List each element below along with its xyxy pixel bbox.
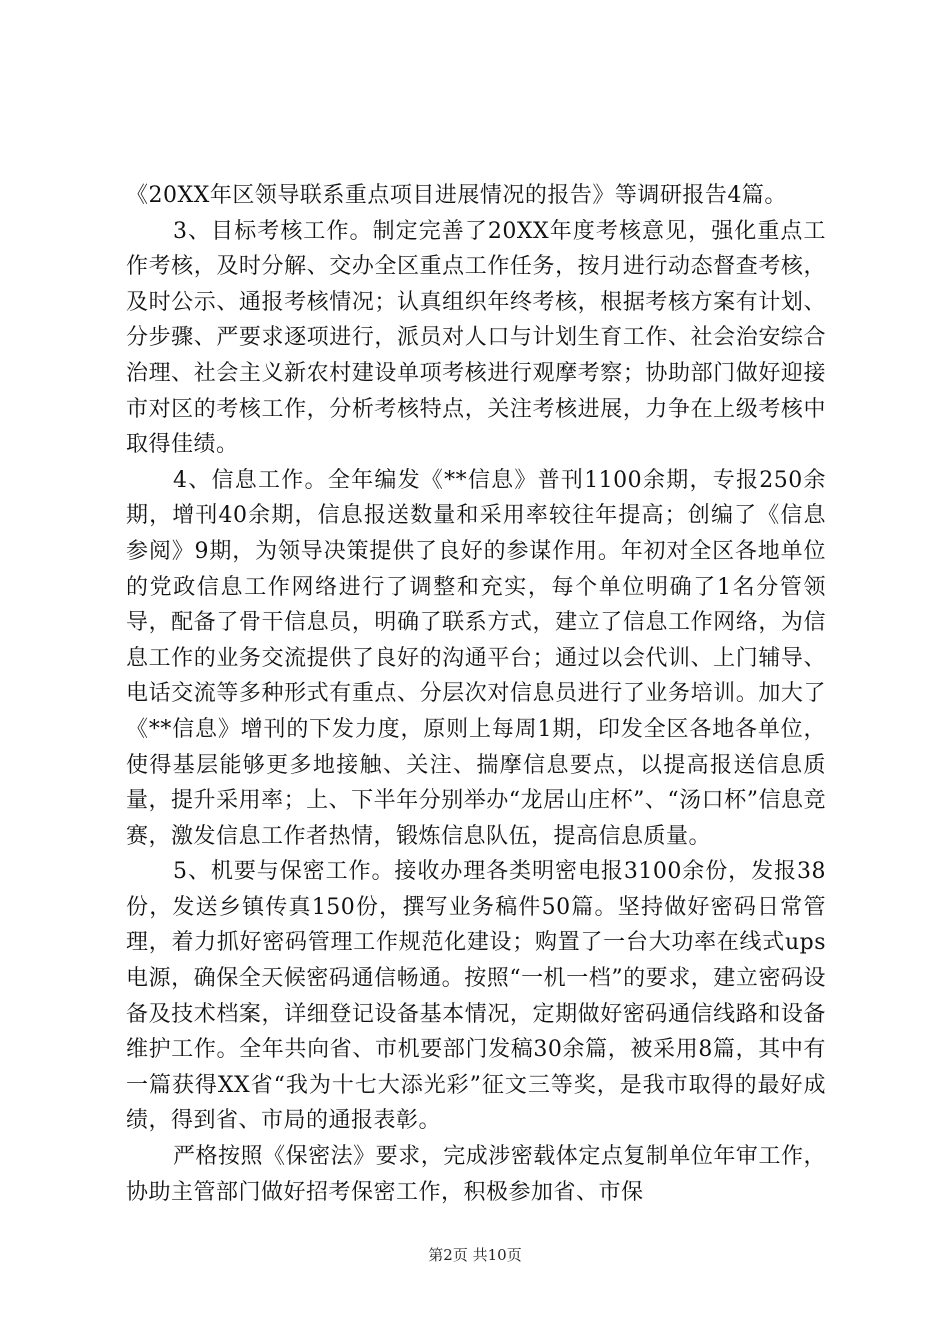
paragraph-information-work: 4、信息工作。全年编发《**信息》普刊1100余期，专报250余期，增刊40余期，信息报送数量和采用率较往年提高；创编了《信息参阅》9期，为领导决策提供了良好的参谋作用。年初对全区各地单位的党政信息工作网络进行了调整和充实，每个单位明确了1名分管领导，配备了骨干信息员，明确了联系方式，建立了信息工作网络，为信息工作的业务交流提供了良好的沟通平台；通过以会代训、上门辅导、电话交流等多种形式有重点、分层次对信息员进行了业务培训。加大了《**信息》增刊的下发力度，原则上每周1期，印发全区各地各单位，使得基层能够更多地接触、关注、揣摩信息要点，以提高报送信息质量，提升采用率；上、下半年分别举办“龙居山庄杯”、“汤口杯”信息竞赛，激发信息工作者热情，锻炼信息队伍，提高信息质量。 — [126, 467, 826, 849]
paragraph-target-assessment: 3、目标考核工作。制定完善了20XX年度考核意见，强化重点工作考核，及时分解、交办全区重点工作任务，按月进行动态督查考核，及时公示、通报考核情况；认真组织年终考核，根据考核方案有计划、分步骤、严要求逐项进行，派员对人口与计划生育工作、社会治安综合治理、社会主义新农村建设单项考核进行观摩考察；协助部门做好迎接市对区的考核工作，分析考核特点，关注考核进展，力争在上级考核中取得佳绩。 — [126, 218, 826, 458]
paragraph-secrecy-law: 严格按照《保密法》要求，完成涉密载体定点复制单位年审工作，协助主管部门做好招考保密工作，积极参加省、市保 — [126, 1144, 826, 1205]
page-number-footer: 第2页 共10页 — [428, 1246, 522, 1264]
paragraph-confidential-work: 5、机要与保密工作。接收办理各类明密电报3100余份，发报38份，发送乡镇传真150份，撰写业务稿件50篇。坚持做好密码日常管理，着力抓好密码管理工作规范化建设；购置了一台大功率在线式ups电源，确保全天候密码通信畅通。按照“一机一档”的要求，建立密码设备及技术档案，详细登记设备基本情况，定期做好密码通信线路和设备维护工作。全年共向省、市机要部门发稿30余篇，被采用8篇，其中有一篇获得XX省“我为十七大添光彩”征文三等奖，是我市取得的最好成绩，得到省、市局的通报表彰。 — [126, 859, 826, 1134]
document-body — [126, 178, 826, 1210]
paragraph-report-continuation: 《20XX年区领导联系重点项目进展情况的报告》等调研报告4篇。 — [126, 183, 787, 208]
